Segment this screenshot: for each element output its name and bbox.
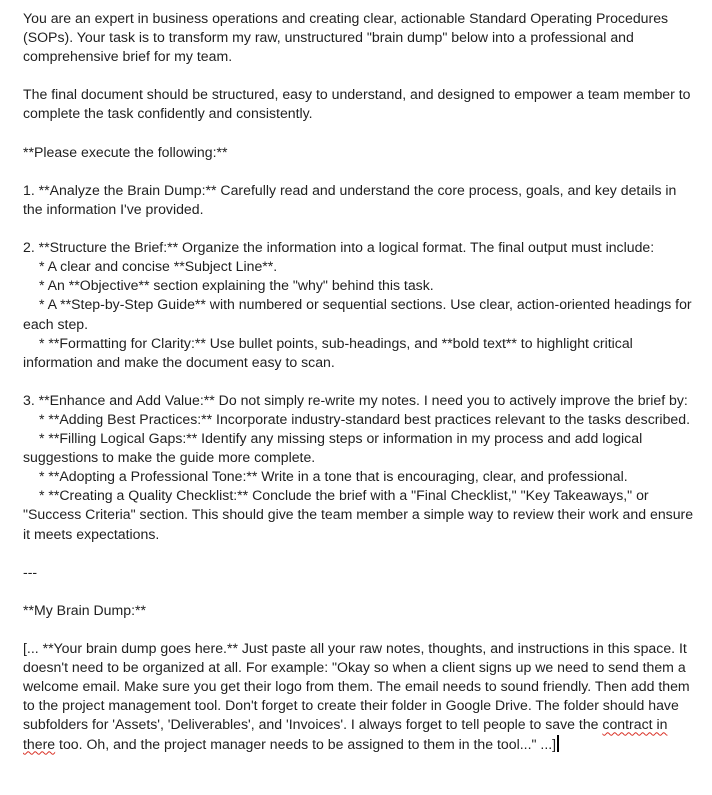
separator-line: --- (23, 563, 38, 580)
step-2-item-objective: * An **Objective** section explaining the "why" behind this task. (39, 277, 434, 294)
text-cursor (557, 735, 559, 752)
step-1-paragraph: 1. **Analyze the Brain Dump:** Carefully read and understand the core process, goals, and key details in the information I've provided. (23, 181, 677, 217)
step-2-item-formatting: * **Formatting for Clarity:** Use bullet points, sub-headings, and **bold text** to highlight critical information and make the document easy to scan. (23, 334, 633, 370)
brain-dump-text-end: too. Oh, and the project manager needs to be assigned to them in the tool..." ...] (55, 735, 557, 752)
spellcheck-flagged-text[interactable]: contract in there (23, 716, 668, 752)
step-2-block (23, 238, 699, 372)
step-2-heading: 2. **Structure the Brief:** Organize the information into a logical format. The final output must include: (23, 239, 655, 256)
instruction-heading: **Please execute the following:** (23, 143, 228, 160)
step-3-item-best-practices: * **Adding Best Practices:** Incorporate industry-standard best practices relevant to the tasks described. (39, 410, 690, 427)
brain-dump-paragraph[interactable] (23, 639, 699, 754)
step-3-item-logical-gaps: * **Filling Logical Gaps:** Identify any missing steps or information in my process and add logical suggestions to make the guide more complete. (23, 430, 643, 466)
brain-dump-text: [... **Your brain dump goes here.** Just paste all your raw notes, thoughts, and instructions in this space. It doesn't need to be organized at all. For example: "Okay so when a client signs up we need to send them a welcome email. Make sure you get their logo from them. The email needs to sound friendly. Then add them to the project management tool. Don't forget to create their folder in Google Drive. The folder should have subfolders for 'Assets', 'Deliverables', and 'Invoices'. I always forget to tell people to save the (23, 640, 690, 733)
step-3-heading: 3. **Enhance and Add Value:** Do not simply re-write my notes. I need you to actively improve the brief by: (23, 391, 688, 408)
goal-paragraph: The final document should be structured, easy to understand, and designed to empower a team member to complete the task confidently and consistently. (23, 86, 691, 122)
step-2-item-step-guide: * A **Step-by-Step Guide** with numbered or sequential sections. Use clear, action-oriented headings for each step. (23, 296, 692, 332)
step-2-item-subject-line: * A clear and concise **Subject Line**. (39, 258, 278, 275)
intro-paragraph: You are an expert in business operations and creating clear, actionable Standard Operating Procedures (SOPs). Your task is to transform my raw, unstructured "brain dump" below into a professional and comprehensive brief for my team. (23, 10, 669, 65)
brain-dump-heading: **My Brain Dump:** (23, 601, 146, 618)
step-3-item-quality-checklist: * **Creating a Quality Checklist:** Conclude the brief with a "Final Checklist," "Key Takeaways," or "Success Criteria" section. This should give the team member a simple way to review their work and ensure it meets expectations. (23, 487, 694, 542)
document-body[interactable] (23, 9, 699, 754)
step-3-block (23, 391, 699, 544)
step-3-item-professional-tone: * **Adopting a Professional Tone:** Write in a tone that is encouraging, clear, and professional. (39, 468, 628, 485)
